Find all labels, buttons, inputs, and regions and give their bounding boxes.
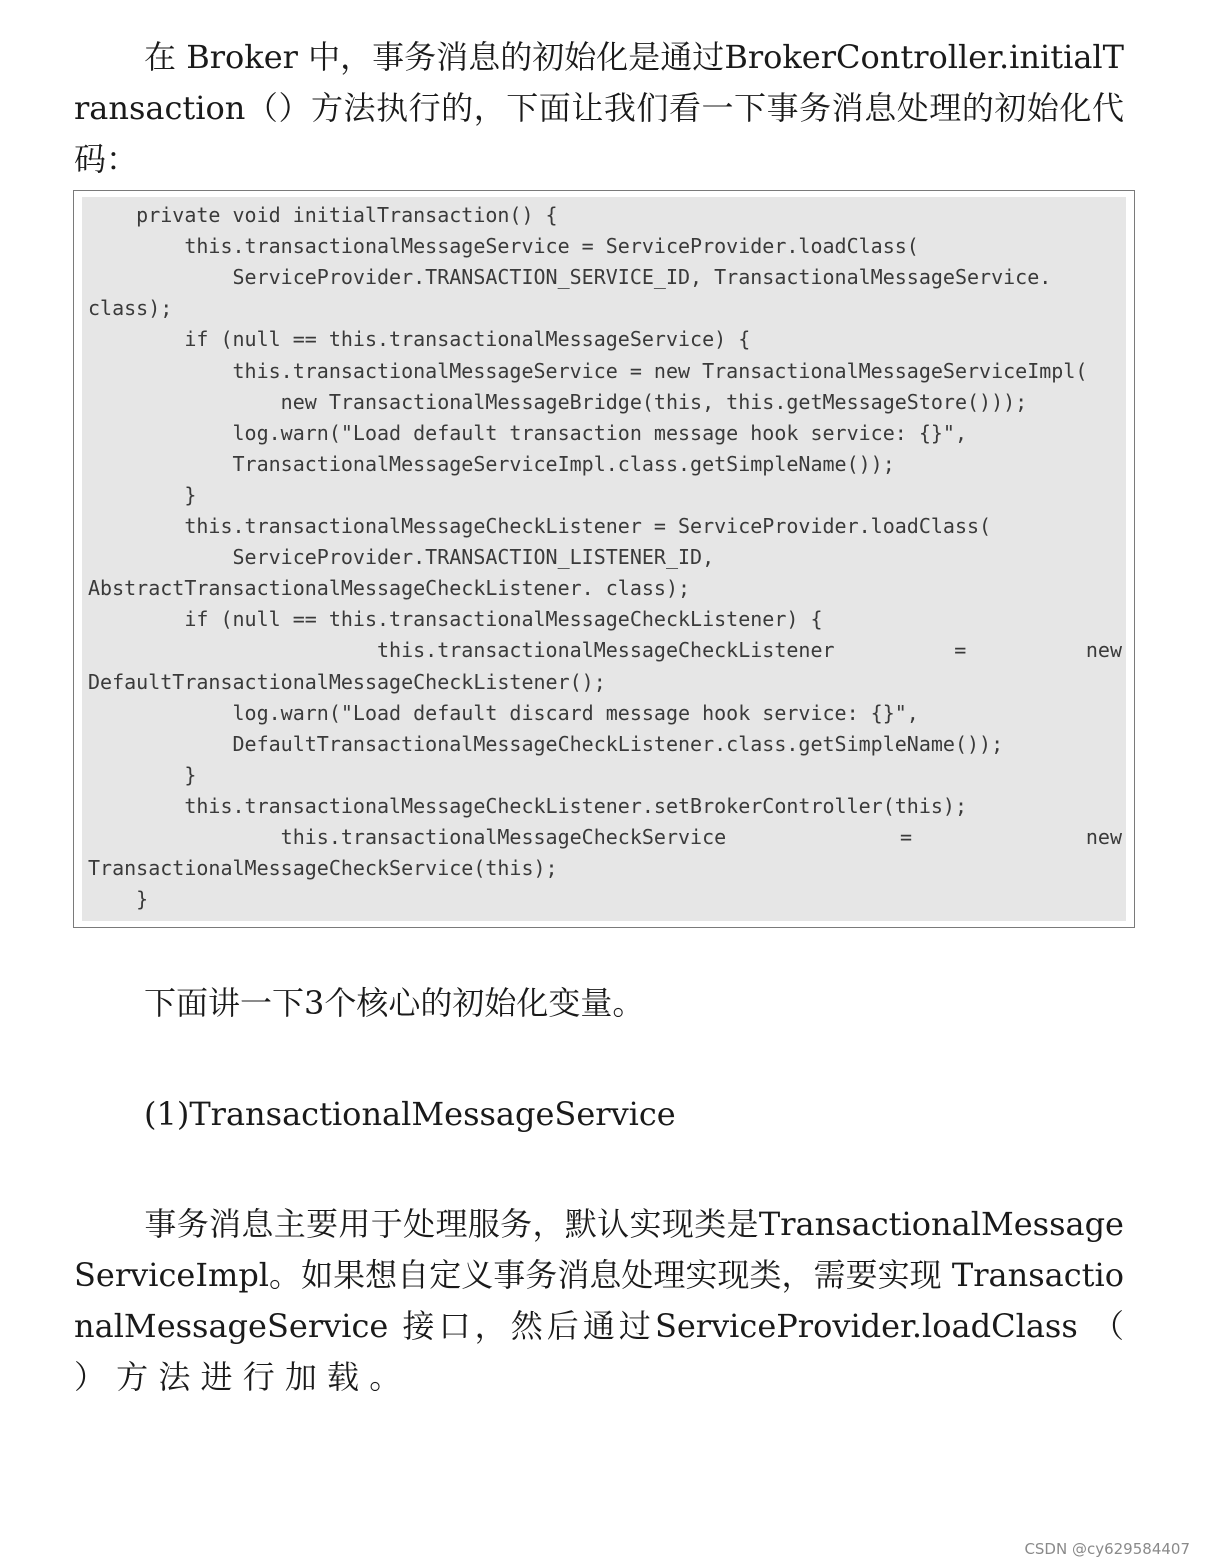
code-line: } xyxy=(88,482,197,507)
code-line: if (null == this.transactionalMessageCheckListener) { xyxy=(88,607,823,632)
code-background xyxy=(82,197,1126,921)
desc-text: 事务消息主要用于处理服务，默认实现类是TransactionalMessageServiceImpl。如果想自定义事务消息处理实现类，需要实现 TransactionalMessageService 接口，然后通过ServiceProvider.loadClass （ ） 方 法 进 行 加 载 。 xyxy=(74,1205,1124,1396)
code-line: this.transactionalMessageCheckListener.setBrokerController(this); xyxy=(88,793,967,818)
code-line: this.transactionalMessageCheckListener = ServiceProvider.loadClass( xyxy=(88,514,992,538)
sub-paragraph xyxy=(74,978,1124,1029)
code-line: this.transactionalMessageCheckService = new xyxy=(88,825,1122,849)
code-line: } xyxy=(88,762,197,787)
code-block xyxy=(73,190,1135,928)
code-line: new TransactionalMessageBridge(this, this.getMessageStore())); xyxy=(88,389,1028,414)
code-line: private void initialTransaction() { xyxy=(88,203,558,227)
code-line: DefaultTransactionalMessageCheckListener(); xyxy=(88,669,606,694)
code-line: TransactionalMessageCheckService(this); xyxy=(88,856,558,881)
section-heading xyxy=(74,1089,1124,1140)
intro-paragraph xyxy=(74,32,1124,185)
code-line: log.warn("Load default discard message hook service: {}", xyxy=(88,700,919,725)
code-line: ServiceProvider.TRANSACTION_LISTENER_ID, xyxy=(88,545,715,570)
code-line: if (null == this.transactionalMessageService) { xyxy=(88,327,751,352)
code-line: this.transactionalMessageCheckListener = new xyxy=(88,638,1122,663)
heading-text: (1)TransactionalMessageService xyxy=(144,1095,676,1133)
code-line: this.transactionalMessageService = ServiceProvider.loadClass( xyxy=(88,234,919,259)
code-line: class); xyxy=(88,296,173,321)
code-line: } xyxy=(88,887,149,912)
code-line: DefaultTransactionalMessageCheckListener.class.getSimpleName()); xyxy=(88,731,1004,756)
description-paragraph xyxy=(74,1199,1124,1403)
watermark: CSDN @cy629584407 xyxy=(1024,1540,1190,1558)
code-line: TransactionalMessageServiceImpl.class.getSimpleName()); xyxy=(88,451,895,476)
code-line: AbstractTransactionalMessageCheckListener. class); xyxy=(88,576,691,601)
intro-text: 在 Broker 中，事务消息的初始化是通过BrokerController.initialTransaction（）方法执行的，下面让我们看一下事务消息处理的初始化代码： xyxy=(74,38,1124,178)
sub-text: 下面讲一下3个核心的初始化变量。 xyxy=(144,984,645,1022)
code-line: log.warn("Load default transaction message hook service: {}", xyxy=(88,420,967,445)
code-line: this.transactionalMessageService = new TransactionalMessageServiceImpl( xyxy=(88,358,1088,383)
code-line: ServiceProvider.TRANSACTION_SERVICE_ID, TransactionalMessageService. xyxy=(88,265,1052,290)
